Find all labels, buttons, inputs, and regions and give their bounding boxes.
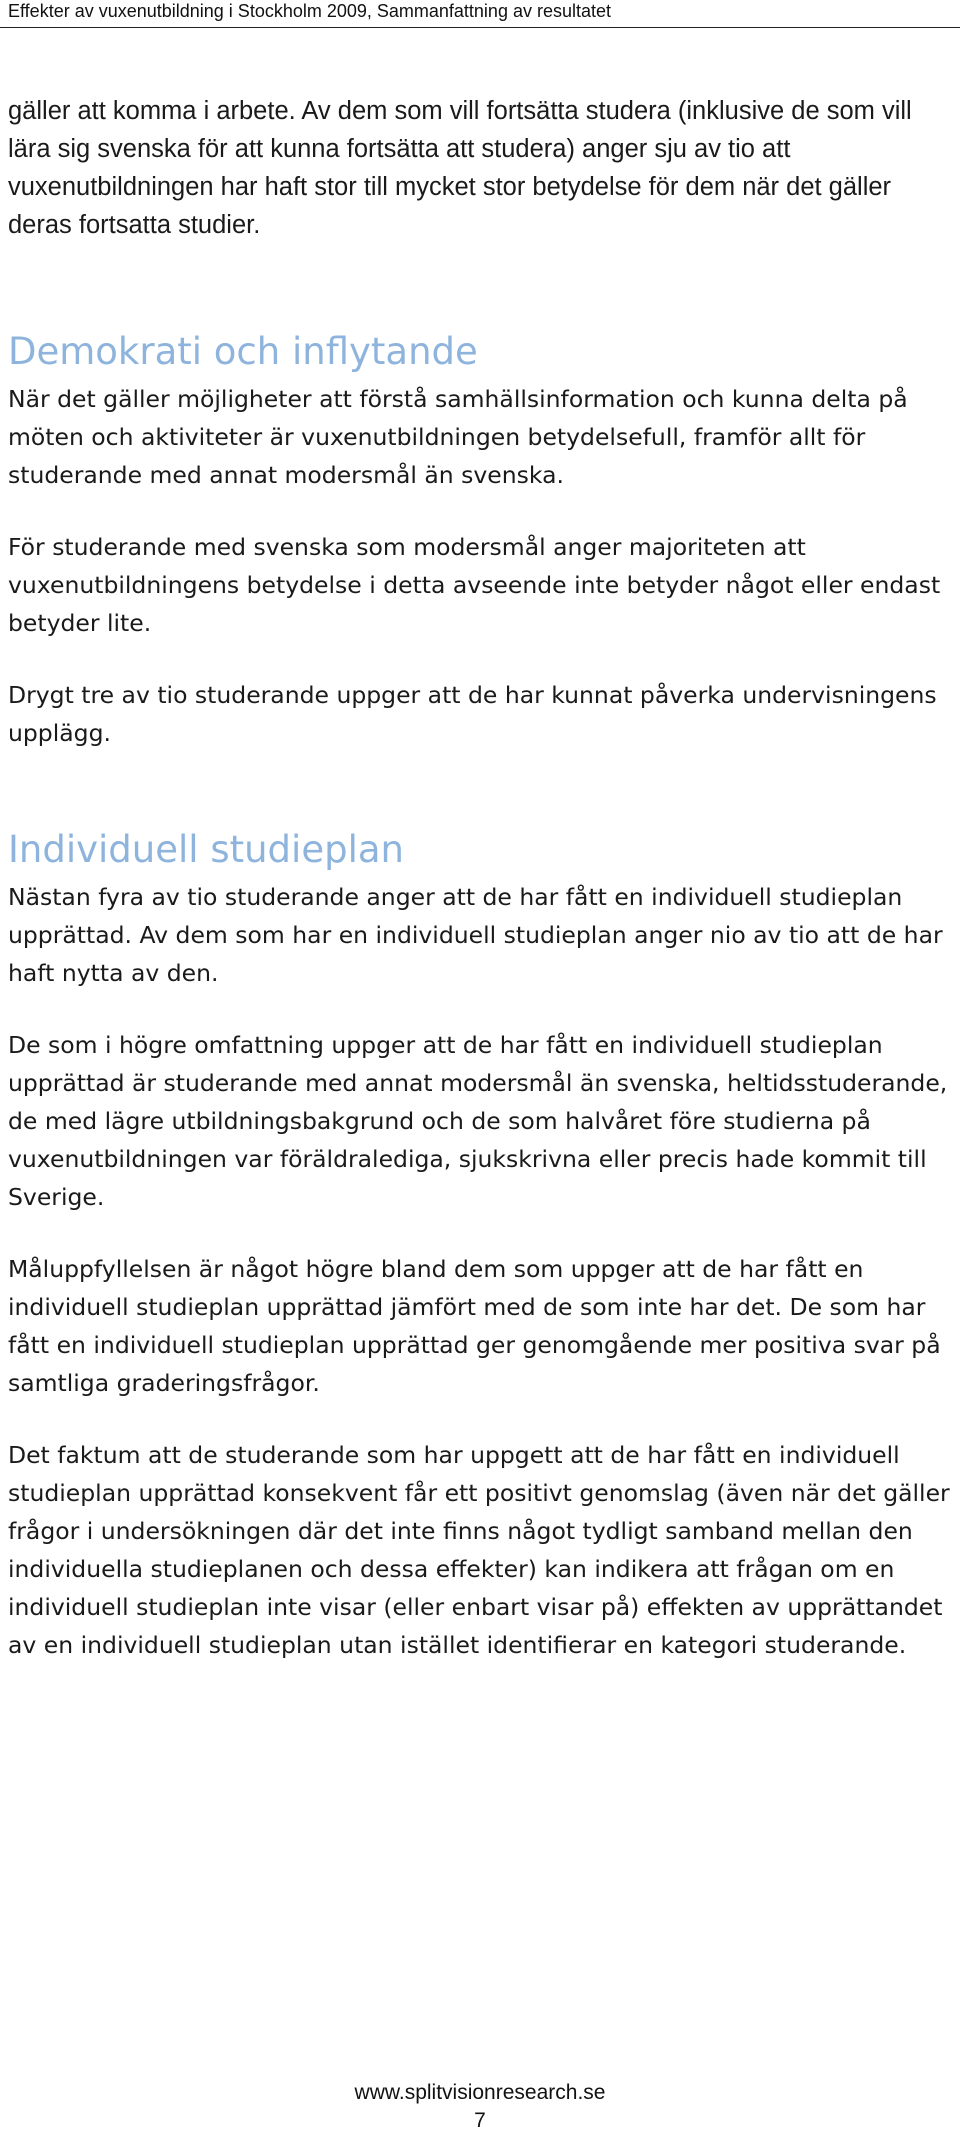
paragraph: När det gäller möjligheter att förstå samhällsinformation och kunna delta på möten och aktiviteter är vuxenutbildningen betydelsefull, framför allt för studerande med annat modersmål än svenska.: [8, 385, 908, 489]
intro-paragraph: gäller att komma i arbete. Av dem som vill fortsätta studera (inklusive de som vill lära sig svenska för att kunna fortsätta att studera) anger sju av tio att vuxenutbildningen har haft stor till mycket stor betydelse för dem när det gäller deras fortsatta studier.: [8, 97, 912, 239]
paragraph: Måluppfyllelsen är något högre bland dem som uppger att de har fått en individuell studieplan upprättad jämfört med de som inte har det. De som har fått en individuell studieplan upprättad ger genomgående mer positiva svar på samtliga graderingsfrågor.: [8, 1255, 941, 1397]
paragraph: Drygt tre av tio studerande uppger att de har kunnat påverka undervisningens upplägg.: [8, 681, 937, 747]
paragraph: De som i högre omfattning uppger att de har fått en individuell studieplan upprättad är studerande med annat modersmål än svenska, heltidsstuderande, de med lägre utbildningsbakgrund och de som halvåret före studierna på vuxenutbildningen var föräldralediga, sjukskrivna eller precis hade kommit till Sverige.: [8, 1031, 948, 1211]
paragraph: Det faktum att de studerande som har uppgett att de har fått en individuell studieplan upprättad konsekvent får ett positivt genomslag (även när det gäller frågor i undersökningen där det inte finns något tydligt samband mellan den individuella studieplanen och dessa effekter) kan indikera att frågan om en individuell studieplan inte visar (eller enbart visar på) effekten av upprättandet av en individuell studieplan utan istället identifierar en kategori studerande.: [8, 1441, 950, 1659]
page-number: 7: [474, 2109, 486, 2132]
section-heading-demokrati: Demokrati och inflytande: [8, 330, 478, 373]
running-header: Effekter av vuxenutbildning i Stockholm 2009, Sammanfattning av resultatet: [8, 1, 612, 21]
footer-url: www.splitvisionresearch.se: [354, 2081, 606, 2104]
header-rule: [0, 27, 960, 28]
paragraph: Nästan fyra av tio studerande anger att de har fått en individuell studieplan upprättad. Av dem som har en individuell studieplan anger nio av tio att de har haft nytta av den.: [8, 883, 943, 987]
paragraph: För studerande med svenska som modersmål anger majoriteten att vuxenutbildningens betydelse i detta avseende inte betyder något eller endast betyder lite.: [8, 533, 941, 637]
section-heading-individuell-studieplan: Individuell studieplan: [8, 828, 404, 871]
page-content: [8, 92, 954, 1698]
